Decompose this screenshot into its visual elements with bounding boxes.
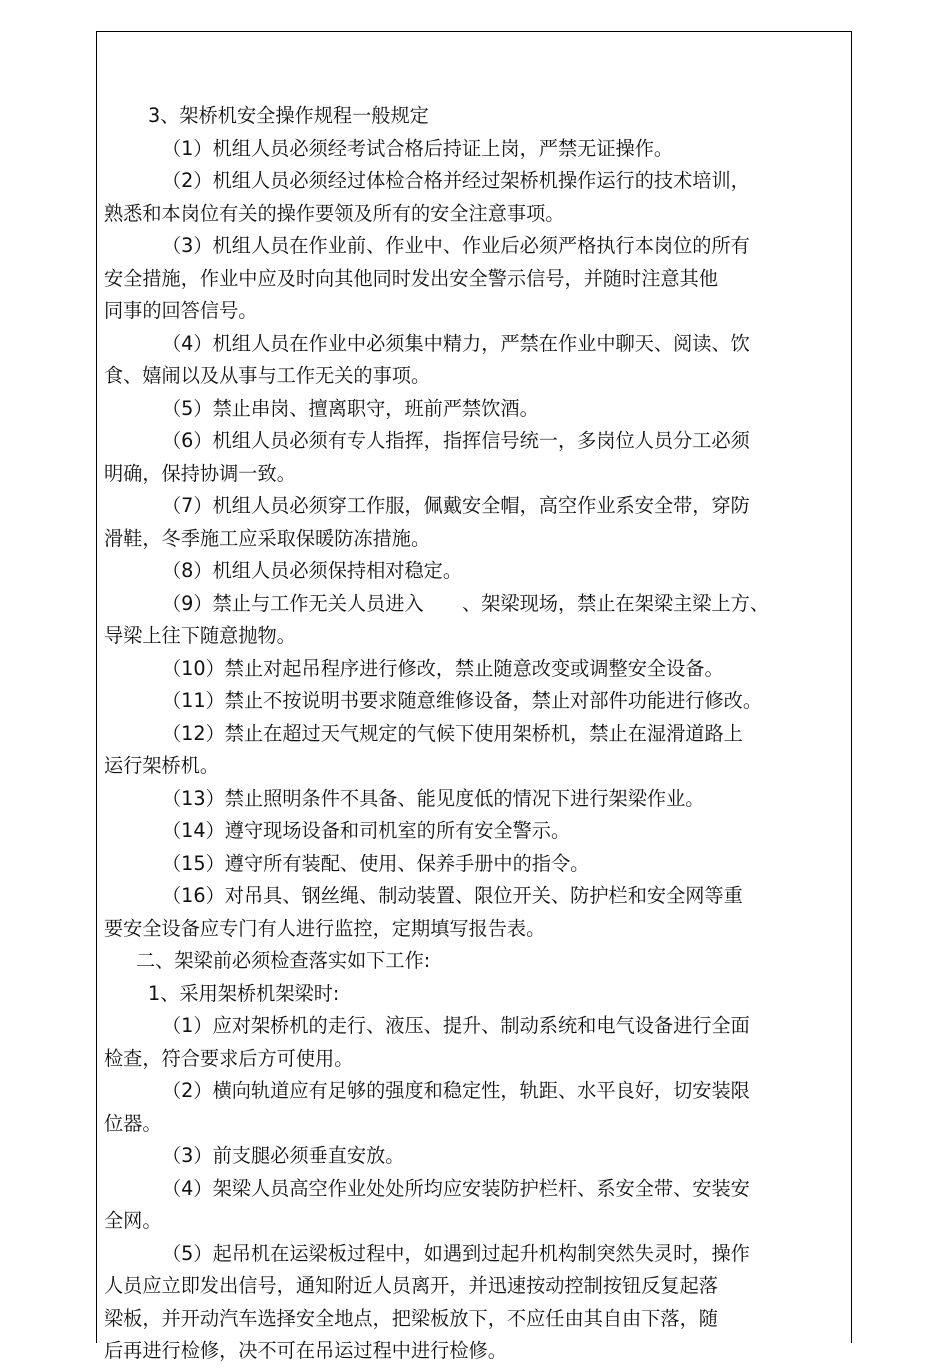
- text-line: 全网。: [104, 1209, 162, 1232]
- text-line: （8）机组人员必须保持相对稳定。: [162, 559, 463, 582]
- text-line: 食、嬉闹以及从事与工作无关的事项。: [104, 364, 431, 387]
- text-line: （7）机组人员必须穿工作服，佩戴安全帽，高空作业系安全带，穿防: [162, 494, 750, 517]
- text-line: （3）前支腿必须垂直安放。: [162, 1144, 405, 1167]
- text-line: （14）遵守现场设备和司机室的所有安全警示。: [162, 819, 571, 842]
- document-body: [104, 100, 794, 1368]
- text-line: （4）机组人员在作业中必须集中精力，严禁在作业中聊天、阅读、饮: [162, 331, 750, 355]
- text-line: 后再进行检修，决不可在吊运过程中进行检修。: [104, 1339, 507, 1362]
- text-line: 同事的回答信号。: [104, 299, 258, 322]
- text-line: （5）起吊机在运梁板过程中，如遇到过起升机构制突然失灵时，操作: [162, 1241, 750, 1265]
- text-line: 位器。: [104, 1111, 162, 1135]
- text-line: 导梁上往下随意抛物。: [104, 624, 296, 647]
- text-line: （2）机组人员必须经过体检合格并经过架桥机操作运行的技术培训，: [162, 169, 750, 192]
- text-line: 3、架桥机安全操作规程一般规定: [148, 104, 429, 127]
- text-line: （13）禁止照明条件不具备、能见度低的情况下进行架梁作业。: [162, 786, 705, 810]
- text-line: （16）对吊具、钢丝绳、制动装置、限位开关、防护栏和安全网等重: [162, 884, 743, 907]
- text-line: 明确，保持协调一致。: [104, 461, 296, 485]
- text-line: （6）机组人员必须有专人指挥，指挥信号统一，多岗位人员分工必须: [162, 429, 750, 452]
- text-line: （2）横向轨道应有足够的强度和稳定性，轨距、水平良好，切安装限: [162, 1079, 750, 1102]
- text-line: （4）架梁人员高空作业处处所均应安装防护栏杆、系安全带、安装安: [162, 1176, 750, 1200]
- text-line: 检查，符合要求后方可使用。: [104, 1046, 354, 1070]
- text-line: 要安全设备应专门有人进行监控，定期填写报告表。: [104, 916, 546, 940]
- text-line: （3）机组人员在作业前、作业中、作业后必须严格执行本岗位的所有: [162, 234, 750, 257]
- text-line: 二、架梁前必须检查落实如下工作:: [136, 949, 431, 972]
- text-line: （1）机组人员必须经考试合格后持证上岗，严禁无证操作。: [162, 136, 674, 160]
- text-line: 梁板，并开动汽车选择安全地点，把梁板放下，不应任由其自由下落，随: [104, 1306, 718, 1330]
- text-line: 人员应立即发出信号，通知附近人员离开，并迅速按动控制按钮反复起落: [104, 1274, 718, 1297]
- text-line: （12）禁止在超过天气规定的气候下使用架桥机，禁止在湿滑道路上: [162, 721, 743, 745]
- text-line: （15）遵守所有装配、使用、保养手册中的指令。: [162, 851, 590, 875]
- text-line: 熟悉和本岗位有关的操作要领及所有的安全注意事项。: [104, 201, 565, 225]
- text-line: （9）禁止与工作无关人员进入 、架梁现场，禁止在架梁主梁上方、: [162, 591, 770, 615]
- text-line: 滑鞋，冬季施工应采取保暖防冻措施。: [104, 526, 431, 550]
- text-line: 1、采用架桥机架梁时:: [148, 981, 340, 1005]
- text-line: （10）禁止对起吊程序进行修改，禁止随意改变或调整安全设备。: [162, 656, 724, 680]
- text-line: （11）禁止不按说明书要求随意维修设备，禁止对部件功能进行修改。: [162, 689, 763, 712]
- text-line: （5）禁止串岗、擅离职守，班前严禁饮酒。: [162, 396, 539, 420]
- text-line: 运行架桥机。: [104, 754, 220, 777]
- text-line: 安全措施，作业中应及时向其他同时发出安全警示信号，并随时注意其他: [104, 266, 718, 290]
- text-line: （1）应对架桥机的走行、液压、提升、制动系统和电气设备进行全面: [162, 1014, 750, 1037]
